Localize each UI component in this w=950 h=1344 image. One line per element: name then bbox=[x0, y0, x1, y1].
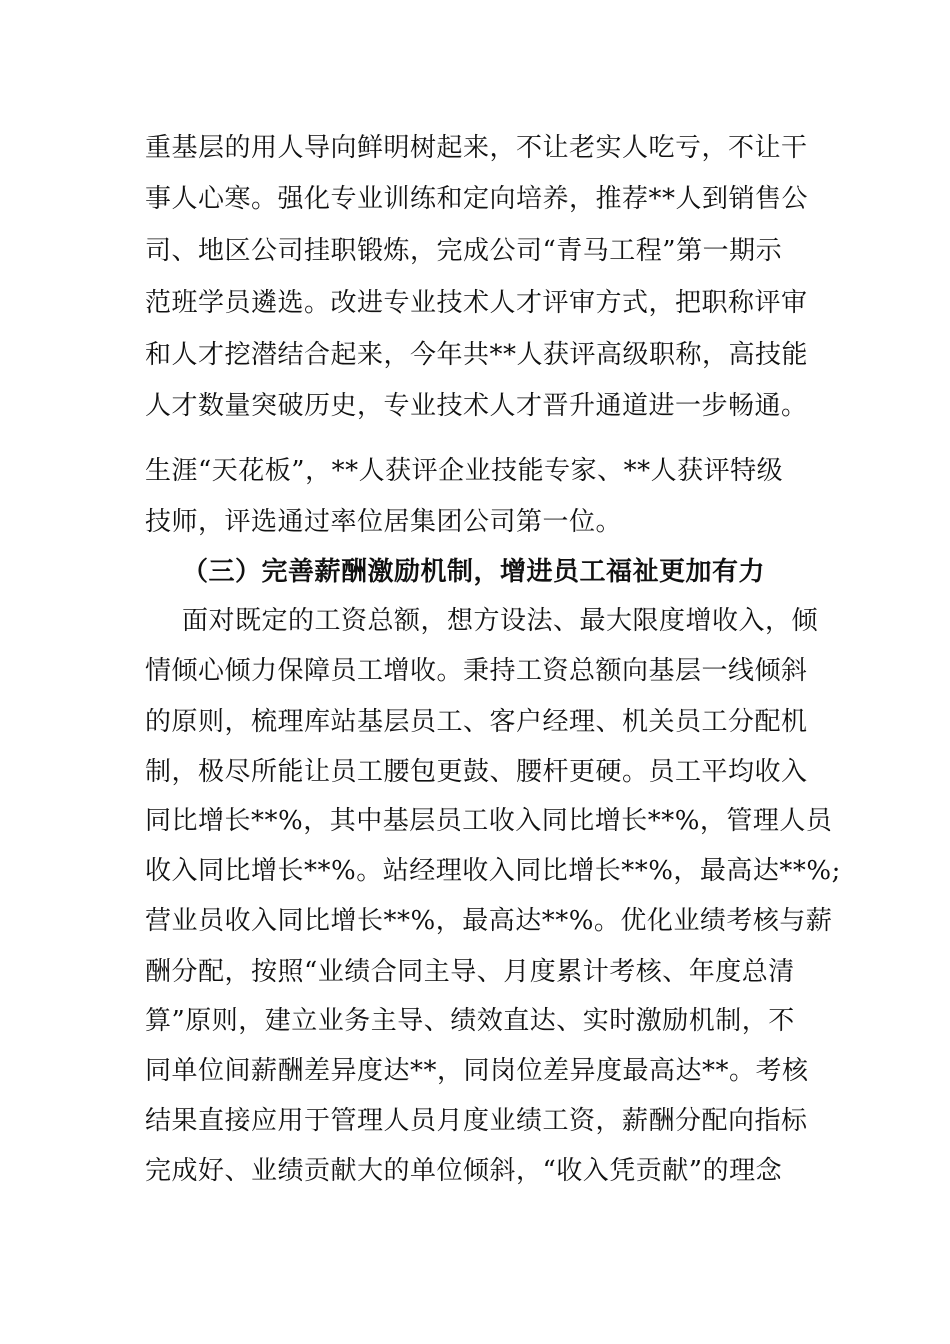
paragraph-3-line-8: 酬分配，按照“业绩合同主导、月度累计考核、年度总清 bbox=[145, 957, 795, 987]
paragraph-2-line-1: 生涯“天花板”，**人获评企业技能专家、**人获评特级 bbox=[145, 456, 784, 486]
paragraph-3-line-6: 收入同比增长**%。站经理收入同比增长**%，最高达**%; bbox=[145, 856, 841, 886]
paragraph-3-line-2: 情倾心倾力保障员工增收。秉持工资总额向基层一线倾斜 bbox=[145, 656, 808, 686]
paragraph-1-line-1: 重基层的用人导向鲜明树起来，不让老实人吃亏，不让干 bbox=[145, 133, 808, 163]
paragraph-1-line-5: 和人才挖潜结合起来，今年共**人获评高级职称，高技能 bbox=[145, 340, 809, 370]
section-heading: （三）完善薪酬激励机制，增进员工福祉更加有力 bbox=[182, 557, 766, 587]
paragraph-3-line-12: 完成好、业绩贡献大的单位倾斜，“收入凭贡献”的理念 bbox=[145, 1156, 783, 1186]
paragraph-3-line-9: 算”原则，建立业务主导、绩效直达、实时激励机制，不 bbox=[145, 1006, 795, 1036]
paragraph-3-line-4: 制，极尽所能让员工腰包更鼓、腰杆更硬。员工平均收入 bbox=[145, 757, 808, 787]
paragraph-2-line-2: 技师，评选通过率位居集团公司第一位。 bbox=[145, 507, 623, 537]
paragraph-1-line-3: 司、地区公司挂职锻炼，完成公司“青马工程”第一期示 bbox=[145, 236, 783, 266]
paragraph-3-line-7: 营业员收入同比增长**%，最高达**%。优化业绩考核与薪 bbox=[145, 906, 833, 936]
paragraph-1-line-2: 事人心寒。强化专业训练和定向培养，推荐**人到销售公 bbox=[145, 184, 809, 214]
paragraph-3-line-1: 面对既定的工资总额，想方设法、最大限度增收入，倾 bbox=[182, 606, 819, 636]
paragraph-1-line-6: 人才数量突破历史，专业技术人才晋升通道进一步畅通。 bbox=[145, 391, 808, 421]
paragraph-3-line-3: 的原则，梳理库站基层员工、客户经理、机关员工分配机 bbox=[145, 707, 808, 737]
paragraph-3-line-10: 同单位间薪酬差异度达**，同岗位差异度最高达**。考核 bbox=[145, 1056, 809, 1086]
paragraph-3-line-5: 同比增长**%，其中基层员工收入同比增长**%，管理人员 bbox=[145, 806, 833, 836]
paragraph-3-line-11: 结果直接应用于管理人员月度业绩工资，薪酬分配向指标 bbox=[145, 1106, 808, 1136]
paragraph-1-line-4: 范班学员遴选。改进专业技术人才评审方式，把职称评审 bbox=[145, 288, 808, 318]
